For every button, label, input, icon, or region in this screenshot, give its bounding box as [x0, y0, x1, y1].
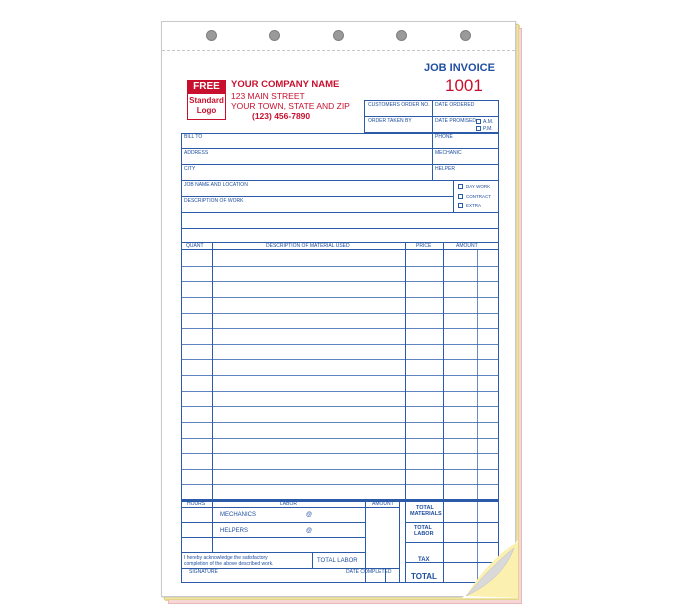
price-header: PRICE [416, 243, 432, 249]
day-work-checkbox[interactable] [458, 184, 463, 189]
mechanics-at: @ [306, 512, 313, 518]
extra-label: EXTRA [466, 203, 482, 208]
signature-label: SIGNATURE [189, 569, 218, 575]
logo-standard-box [187, 93, 226, 120]
acknowledge-line-2: completion of the above described work. [184, 561, 274, 567]
binding-hole [206, 30, 217, 41]
table-row-line [181, 484, 499, 485]
date-promised-label: DATE PROMISED [435, 118, 477, 124]
bill-to-label: BILL TO [184, 134, 203, 140]
invoice-number: 1001 [445, 76, 483, 95]
date-completed-label: DATE COMPLETED [346, 569, 392, 575]
day-work-label: DAY WORK [466, 184, 491, 189]
description-of-work-label: DESCRIPTION OF WORK [184, 198, 244, 204]
helpers-at: @ [306, 528, 313, 534]
binding-hole [396, 30, 407, 41]
table-row-line [181, 469, 499, 470]
binding-hole [269, 30, 280, 41]
company-name: YOUR COMPANY NAME [231, 79, 340, 90]
total-labor-footer-label: TOTAL LABOR [317, 558, 358, 564]
city-label: CITY [184, 166, 196, 172]
am-label: A.M. [483, 119, 494, 125]
job-name-location-label: JOB NAME AND LOCATION [184, 182, 248, 188]
table-row-line [181, 391, 499, 392]
table-row-line [181, 422, 499, 423]
mechanics-label: MECHANICS [220, 512, 257, 518]
date-ordered-label: DATE ORDERED [435, 102, 475, 108]
table-row-line [181, 344, 499, 345]
amount-labor-header: AMOUNT [372, 501, 394, 507]
helpers-label: HELPERS [220, 528, 249, 534]
total-materials-label: TOTAL MATERIALS [410, 505, 442, 517]
table-row-line [181, 453, 499, 454]
table-row-line [181, 266, 499, 267]
company-city-state: YOUR TOWN, STATE AND ZIP [231, 101, 350, 111]
order-taken-by-label: ORDER TAKEN BY [368, 118, 412, 124]
extra-checkbox[interactable] [458, 203, 463, 208]
total-labor-label: TOTAL LABOR [414, 525, 434, 537]
address-label: ADDRESS [184, 150, 209, 156]
logo-logo-label: Logo [196, 106, 217, 115]
helper-label: HELPER [435, 166, 456, 172]
mechanic-label: MECHANIC [435, 150, 462, 156]
acknowledge-line-1: I hereby acknowledge the satisfactory [184, 555, 268, 561]
customers-order-no-label: CUSTOMERS ORDER NO. [368, 102, 430, 108]
logo-free-label: FREE [187, 80, 226, 93]
contract-label: CONTRACT [466, 194, 491, 199]
page-curl-icon [462, 540, 518, 598]
table-row-line [181, 359, 499, 360]
labor-header: LABOR [280, 501, 297, 507]
logo [187, 80, 226, 120]
binding-hole [460, 30, 471, 41]
table-row-line [181, 375, 499, 376]
hours-header: HOURS [187, 501, 206, 507]
quant-header: QUANT [186, 243, 204, 249]
binding-hole [333, 30, 344, 41]
company-street: 123 MAIN STREET [231, 91, 305, 101]
table-row-line [181, 438, 499, 439]
pm-label: P.M. [483, 126, 493, 132]
tax-label: TAX [418, 557, 430, 563]
table-row-line [181, 328, 499, 329]
company-phone: (123) 456-7890 [252, 111, 311, 121]
table-row-line [181, 406, 499, 407]
table-row-line [181, 313, 499, 314]
am-checkbox[interactable] [476, 119, 481, 124]
total-label: TOTAL [411, 572, 437, 581]
form-title: JOB INVOICE [424, 62, 495, 74]
amount-header: AMOUNT [456, 243, 478, 249]
logo-standard-label: Standard [189, 96, 224, 105]
perforation-line [162, 50, 515, 51]
table-row-line [181, 281, 499, 282]
invoice-form [161, 21, 516, 597]
table-row-line [181, 297, 499, 298]
pm-checkbox[interactable] [476, 126, 481, 131]
description-header: DESCRIPTION OF MATERIAL USED [266, 243, 350, 249]
phone-label: PHONE [435, 134, 453, 140]
contract-checkbox[interactable] [458, 194, 463, 199]
